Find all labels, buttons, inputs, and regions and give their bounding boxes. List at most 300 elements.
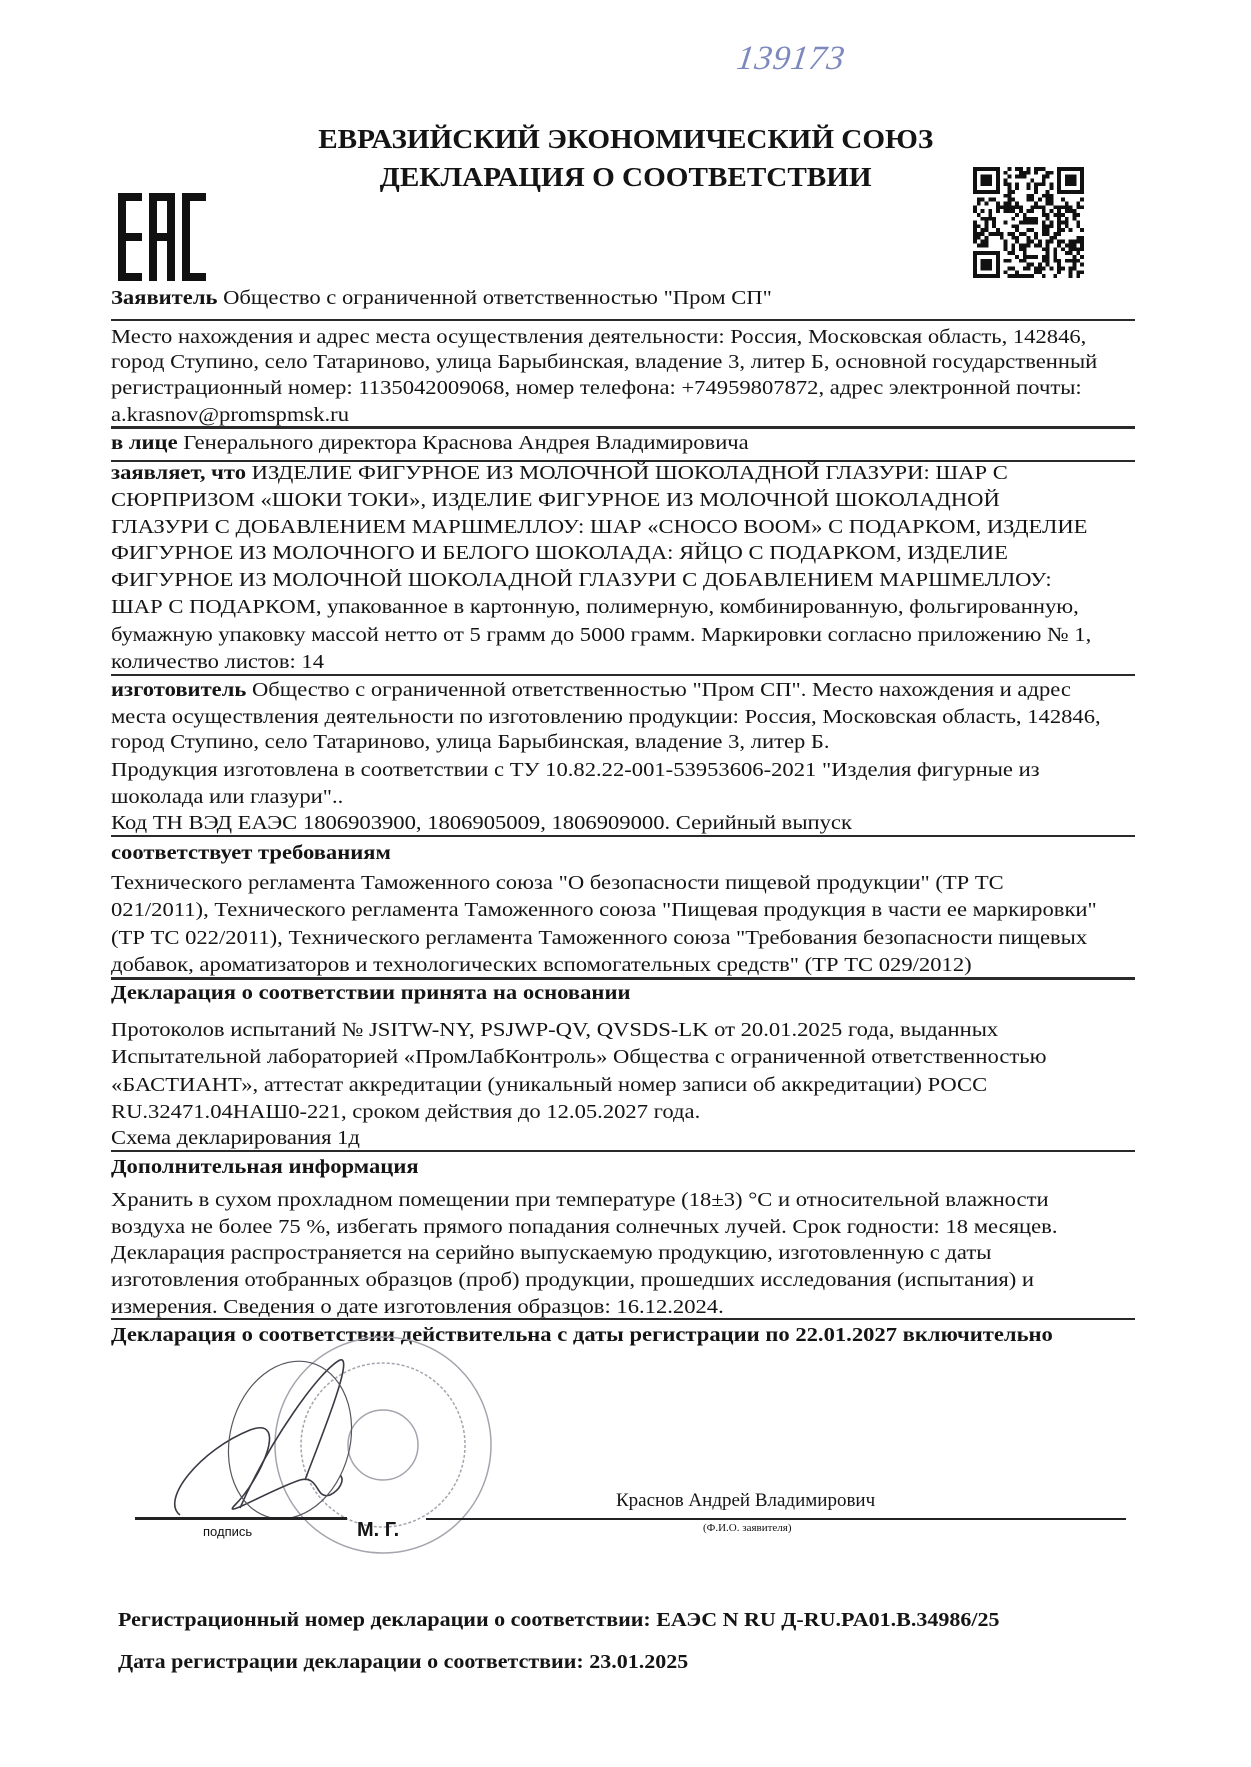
qr-module xyxy=(1004,171,1008,175)
manufacturer-text: Общество с ограниченной ответственностью "Пром СП". Место нахождения и адрес xyxy=(246,679,1071,701)
qr-module xyxy=(1038,182,1042,186)
qr-module xyxy=(973,178,977,182)
qr-module xyxy=(996,171,1000,175)
qr-module xyxy=(1007,175,1011,179)
qr-module xyxy=(988,232,992,236)
qr-module xyxy=(1011,190,1015,194)
additional-line: воздуха не более 75 %, избегать прямого попадания солнечных лучей. Срок годности: 18 месяцев. xyxy=(111,1216,1058,1238)
qr-module xyxy=(1057,171,1061,175)
qr-module xyxy=(1065,209,1069,213)
qr-module xyxy=(1027,182,1031,186)
qr-module xyxy=(1034,270,1038,274)
qr-module xyxy=(1073,213,1077,217)
qr-module xyxy=(1065,175,1069,179)
qr-module xyxy=(1011,244,1015,248)
qr-module xyxy=(1076,213,1080,217)
qr-module xyxy=(1076,205,1080,209)
additional-line: изготовления отобранных образцов (проб) продукции, прошедших исследования (испытания) и xyxy=(111,1269,1034,1291)
qr-module xyxy=(1042,167,1046,171)
qr-module xyxy=(1053,259,1057,263)
qr-module xyxy=(992,167,996,171)
qr-module xyxy=(996,209,1000,213)
qr-module xyxy=(1057,221,1061,225)
qr-module xyxy=(1050,240,1054,244)
qr-module xyxy=(1073,190,1077,194)
manufacturer-line: город Ступино, село Татариново, улица Барыбинская, владение 3, литер Б. xyxy=(111,731,830,753)
qr-module xyxy=(1034,171,1038,175)
qr-module xyxy=(1023,171,1027,175)
qr-module xyxy=(1023,232,1027,236)
qr-module xyxy=(1030,255,1034,259)
qr-module xyxy=(1011,205,1015,209)
qr-module xyxy=(1038,244,1042,248)
qr-module xyxy=(992,224,996,228)
qr-module xyxy=(1027,167,1031,171)
qr-module xyxy=(1042,209,1046,213)
qr-module xyxy=(1042,182,1046,186)
qr-module xyxy=(981,198,985,202)
qr-module xyxy=(1080,178,1084,182)
qr-module xyxy=(1053,213,1057,217)
qr-module xyxy=(1057,263,1061,267)
qr-module xyxy=(984,221,988,225)
qr-module xyxy=(1027,267,1031,271)
qr-module xyxy=(1076,221,1080,225)
qr-module xyxy=(1007,274,1011,278)
declares-label: заявляет, что xyxy=(111,462,247,484)
qr-module xyxy=(1057,213,1061,217)
qr-module xyxy=(1027,240,1031,244)
qr-module xyxy=(1073,167,1077,171)
qr-module xyxy=(1023,244,1027,248)
qr-module xyxy=(1019,221,1023,225)
applicant-label: Заявитель xyxy=(111,287,218,309)
signature-caption: подпись xyxy=(203,1524,253,1539)
signer-name: Краснов Андрей Владимирович xyxy=(616,1490,876,1511)
qr-module xyxy=(1038,267,1042,271)
qr-module xyxy=(1015,255,1019,259)
qr-module xyxy=(1076,259,1080,263)
qr-module xyxy=(1057,240,1061,244)
qr-module xyxy=(1050,209,1054,213)
qr-module xyxy=(1007,182,1011,186)
basis-line: Испытательной лабораторией «ПромЛабКонтроль» Общества с ограниченной ответственностью xyxy=(111,1046,1047,1068)
qr-module xyxy=(1030,178,1034,182)
qr-module xyxy=(1023,175,1027,179)
qr-module xyxy=(1011,251,1015,255)
qr-module xyxy=(977,190,981,194)
qr-module xyxy=(1069,190,1073,194)
qr-module xyxy=(1057,175,1061,179)
qr-module xyxy=(1027,171,1031,175)
qr-module xyxy=(1004,182,1008,186)
qr-module xyxy=(996,167,1000,171)
qr-module xyxy=(1065,251,1069,255)
qr-module xyxy=(1046,255,1050,259)
qr-module xyxy=(1046,263,1050,267)
qr-module xyxy=(1046,228,1050,232)
requirements-line: Технического регламента Таможенного союза "О безопасности пищевой продукции" (ТР ТС xyxy=(111,872,1004,894)
requirements-line: 021/2011), Технического регламента Таможенного союза "Пищевая продукция в части ее маркировки" xyxy=(111,899,1097,921)
qr-module xyxy=(973,236,977,240)
qr-module xyxy=(1073,263,1077,267)
qr-module xyxy=(1080,171,1084,175)
qr-module xyxy=(1050,201,1054,205)
qr-module xyxy=(1004,209,1008,213)
qr-module xyxy=(1065,244,1069,248)
qr-module xyxy=(973,190,977,194)
qr-module xyxy=(1007,167,1011,171)
qr-module xyxy=(1065,201,1069,205)
qr-module xyxy=(1000,205,1004,209)
qr-module xyxy=(981,178,985,182)
qr-module xyxy=(1004,259,1008,263)
qr-module xyxy=(1050,267,1054,271)
qr-module xyxy=(1065,167,1069,171)
divider xyxy=(111,674,1135,676)
address-line: регистрационный номер: 1135042009068, номер телефона: +74959807872, адрес электронной почты: xyxy=(111,377,1082,399)
qr-module xyxy=(996,205,1000,209)
basis-line: RU.32471.04НАШ0-221, сроком действия до 12.05.2027 года. xyxy=(111,1101,701,1123)
qr-module xyxy=(1069,274,1073,278)
qr-module xyxy=(988,274,992,278)
qr-module xyxy=(1007,267,1011,271)
qr-module xyxy=(1015,167,1019,171)
qr-module xyxy=(1015,236,1019,240)
requirements-line: (ТР ТС 022/2011), Технического регламента Таможенного союза "Требования безопасности пищевых xyxy=(111,927,1088,949)
applicant-line xyxy=(111,285,772,311)
qr-module xyxy=(984,236,988,240)
qr-module xyxy=(1004,240,1008,244)
declares-line xyxy=(111,460,1008,486)
qr-module xyxy=(1034,186,1038,190)
qr-module xyxy=(1057,178,1061,182)
qr-module xyxy=(1007,186,1011,190)
qr-module xyxy=(1057,244,1061,248)
qr-module xyxy=(1076,190,1080,194)
qr-module xyxy=(1015,228,1019,232)
qr-module xyxy=(1030,263,1034,267)
declares-text: ИЗДЕЛИЕ ФИГУРНОЕ ИЗ МОЛОЧНОЙ ШОКОЛАДНОЙ ГЛАЗУРИ: ШАР С xyxy=(246,462,1008,484)
qr-module xyxy=(977,244,981,248)
qr-module xyxy=(1015,213,1019,217)
qr-module xyxy=(1061,240,1065,244)
qr-module xyxy=(1046,244,1050,248)
qr-module xyxy=(1080,270,1084,274)
handwritten-document-number: 139173 xyxy=(734,40,848,77)
qr-module xyxy=(1076,240,1080,244)
qr-module xyxy=(1007,205,1011,209)
qr-module xyxy=(1042,221,1046,225)
qr-module xyxy=(977,251,981,255)
divider xyxy=(111,1150,1135,1152)
title-union-text: ЕВРАЗИЙСКИЙ ЭКОНОМИЧЕСКИЙ СОЮЗ xyxy=(317,124,934,154)
additional-line: измерения. Сведения о дате изготовления образцов: 16.12.2024. xyxy=(111,1296,724,1318)
qr-module xyxy=(1050,186,1054,190)
qr-module xyxy=(1011,247,1015,251)
qr-module xyxy=(1065,259,1069,263)
qr-module xyxy=(1080,186,1084,190)
qr-module xyxy=(1038,198,1042,202)
qr-module xyxy=(1050,221,1054,225)
declares-line: ФИГУРНОЕ ИЗ МОЛОЧНОГО И БЕЛОГО ШОКОЛАДА: ЯЙЦО С ПОДАРКОМ, ИЗДЕЛИЕ xyxy=(111,542,1008,564)
qr-module xyxy=(988,198,992,202)
qr-module xyxy=(1080,255,1084,259)
qr-module xyxy=(1023,247,1027,251)
qr-module xyxy=(1042,267,1046,271)
qr-module xyxy=(1015,224,1019,228)
qr-module xyxy=(1061,267,1065,271)
qr-module xyxy=(1034,244,1038,248)
qr-module xyxy=(1011,232,1015,236)
qr-module xyxy=(977,224,981,228)
qr-module xyxy=(1015,182,1019,186)
qr-module xyxy=(973,228,977,232)
qr-module xyxy=(1023,255,1027,259)
qr-module xyxy=(1069,259,1073,263)
qr-module xyxy=(1050,198,1054,202)
qr-module xyxy=(1027,209,1031,213)
qr-module xyxy=(977,236,981,240)
qr-module xyxy=(973,209,977,213)
qr-module xyxy=(1015,175,1019,179)
qr-module xyxy=(1034,232,1038,236)
registration-number: Регистрационный номер декларации о соответствии: ЕАЭС N RU Д-RU.PA01.B.34986/25 xyxy=(118,1609,1000,1631)
qr-module xyxy=(1019,205,1023,209)
qr-module xyxy=(1015,270,1019,274)
qr-module xyxy=(1065,182,1069,186)
qr-module xyxy=(1069,251,1073,255)
qr-module xyxy=(1027,244,1031,248)
qr-module xyxy=(1080,263,1084,267)
qr-module xyxy=(977,274,981,278)
qr-module xyxy=(973,224,977,228)
qr-module xyxy=(1019,247,1023,251)
qr-module xyxy=(1053,274,1057,278)
qr-module xyxy=(1042,247,1046,251)
qr-module xyxy=(1069,247,1073,251)
divider xyxy=(111,426,1135,429)
qr-module xyxy=(1069,167,1073,171)
qr-module xyxy=(1065,221,1069,225)
qr-module xyxy=(1038,167,1042,171)
qr-module xyxy=(984,274,988,278)
qr-module xyxy=(1019,259,1023,263)
qr-module xyxy=(973,167,977,171)
qr-module xyxy=(1080,236,1084,240)
qr-module xyxy=(981,228,985,232)
qr-module xyxy=(973,240,977,244)
representative-value: Генерального директора Краснова Андрея Владимировича xyxy=(177,432,749,454)
qr-module xyxy=(984,167,988,171)
qr-module xyxy=(1030,217,1034,221)
qr-module xyxy=(996,175,1000,179)
qr-module xyxy=(981,175,985,179)
qr-module xyxy=(1065,217,1069,221)
qr-module xyxy=(1000,232,1004,236)
qr-module xyxy=(1057,217,1061,221)
additional-line: Декларация распространяется на серийно выпускаемую продукцию, изготовленную с даты xyxy=(111,1242,992,1264)
name-caption: (Ф.И.О. заявителя) xyxy=(703,1522,792,1534)
qr-module xyxy=(1027,236,1031,240)
qr-module xyxy=(984,263,988,267)
qr-module xyxy=(992,232,996,236)
qr-module xyxy=(1065,178,1069,182)
qr-module xyxy=(1057,190,1061,194)
qr-module xyxy=(1069,240,1073,244)
qr-module xyxy=(988,267,992,271)
qr-module xyxy=(1069,178,1073,182)
qr-module xyxy=(1023,217,1027,221)
qr-module xyxy=(1061,228,1065,232)
qr-module xyxy=(1046,194,1050,198)
declares-line: ШАР С ПОДАРКОМ, упакованное в картонную, полимерную, комбинированную, фольгированную, xyxy=(111,596,1079,618)
qr-module xyxy=(981,217,985,221)
qr-module xyxy=(1076,247,1080,251)
qr-module xyxy=(1061,221,1065,225)
qr-module xyxy=(984,217,988,221)
additional-heading: Дополнительная информация xyxy=(111,1156,419,1178)
qr-module xyxy=(1042,224,1046,228)
qr-module xyxy=(973,270,977,274)
qr-module xyxy=(1027,263,1031,267)
qr-module xyxy=(1007,232,1011,236)
qr-module xyxy=(984,251,988,255)
qr-module xyxy=(1080,190,1084,194)
qr-module xyxy=(973,232,977,236)
qr-module xyxy=(1042,178,1046,182)
declares-line: ГЛАЗУРИ С ДОБАВЛЕНИЕМ МАРШМЕЛЛОУ: ШАР «CHOCO BOOM» С ПОДАРКОМ, ИЗДЕЛИЕ xyxy=(111,516,1088,538)
qr-module xyxy=(1065,205,1069,209)
qr-module xyxy=(1069,209,1073,213)
qr-module xyxy=(1061,213,1065,217)
qr-module xyxy=(1073,182,1077,186)
seal-caption: М. Г. xyxy=(357,1519,400,1541)
qr-module xyxy=(996,182,1000,186)
qr-module xyxy=(988,209,992,213)
qr-module xyxy=(1023,259,1027,263)
qr-module xyxy=(1046,198,1050,202)
qr-module xyxy=(1034,221,1038,225)
qr-module xyxy=(1019,167,1023,171)
qr-module xyxy=(1023,251,1027,255)
qr-module xyxy=(1073,255,1077,259)
qr-module xyxy=(1073,178,1077,182)
qr-module xyxy=(1042,228,1046,232)
qr-module xyxy=(1046,213,1050,217)
qr-module xyxy=(1061,167,1065,171)
qr-module xyxy=(992,217,996,221)
qr-module xyxy=(981,232,985,236)
qr-module xyxy=(1023,221,1027,225)
qr-module xyxy=(984,224,988,228)
qr-module xyxy=(1061,205,1065,209)
qr-module xyxy=(1069,228,1073,232)
qr-module xyxy=(1023,267,1027,271)
manufacturer-line xyxy=(111,677,1071,703)
qr-module xyxy=(1073,240,1077,244)
qr-module xyxy=(1042,255,1046,259)
qr-module xyxy=(984,201,988,205)
qr-module xyxy=(1019,274,1023,278)
qr-module xyxy=(1034,205,1038,209)
qr-module xyxy=(988,213,992,217)
qr-module xyxy=(1011,209,1015,213)
qr-module xyxy=(1053,247,1057,251)
qr-module xyxy=(1080,240,1084,244)
title-declaration-text: ДЕКЛАРАЦИЯ О СООТВЕТСТВИИ xyxy=(379,162,872,192)
qr-module xyxy=(973,274,977,278)
qr-module xyxy=(996,232,1000,236)
qr-module xyxy=(1034,255,1038,259)
qr-module xyxy=(984,175,988,179)
qr-module xyxy=(1080,198,1084,202)
qr-module xyxy=(1038,270,1042,274)
qr-module xyxy=(1004,244,1008,248)
manufacturer-label: изготовитель xyxy=(111,679,247,701)
divider xyxy=(111,1318,1135,1320)
qr-module xyxy=(1053,236,1057,240)
representative-line xyxy=(111,430,749,456)
representative-label: в лице xyxy=(111,432,178,454)
qr-module xyxy=(1061,190,1065,194)
qr-module xyxy=(1034,190,1038,194)
qr-module xyxy=(996,274,1000,278)
qr-module xyxy=(1069,175,1073,179)
qr-module xyxy=(992,221,996,225)
manufacturer-line: Продукция изготовлена в соответствии с ТУ 10.82.22-001-53953606-2021 "Изделия фигурные из xyxy=(111,759,1040,781)
qr-module xyxy=(1030,198,1034,202)
qr-module xyxy=(1057,209,1061,213)
qr-module xyxy=(1034,182,1038,186)
qr-module xyxy=(996,259,1000,263)
qr-module xyxy=(977,198,981,202)
qr-module xyxy=(1015,274,1019,278)
qr-module xyxy=(1007,198,1011,202)
address-email: a.krasnov@promspmsk.ru xyxy=(111,404,350,426)
qr-module xyxy=(1050,171,1054,175)
qr-module xyxy=(1004,201,1008,205)
qr-module xyxy=(1080,182,1084,186)
qr-module xyxy=(1000,236,1004,240)
qr-module xyxy=(981,267,985,271)
qr-module xyxy=(1046,251,1050,255)
qr-module xyxy=(1004,194,1008,198)
qr-module xyxy=(996,255,1000,259)
qr-module xyxy=(1076,201,1080,205)
qr-module xyxy=(1004,270,1008,274)
qr-module xyxy=(996,201,1000,205)
qr-module xyxy=(1057,167,1061,171)
qr-module xyxy=(1080,228,1084,232)
qr-module xyxy=(1015,201,1019,205)
qr-module xyxy=(984,267,988,271)
qr-module xyxy=(1034,236,1038,240)
qr-module xyxy=(984,259,988,263)
qr-module xyxy=(1004,221,1008,225)
qr-module xyxy=(1080,247,1084,251)
qr-module xyxy=(1073,244,1077,248)
qr-module xyxy=(992,274,996,278)
qr-module xyxy=(973,267,977,271)
qr-module xyxy=(984,240,988,244)
seal-stamp xyxy=(140,1330,520,1560)
qr-module xyxy=(977,201,981,205)
qr-module xyxy=(1080,205,1084,209)
qr-module xyxy=(981,274,985,278)
qr-module xyxy=(1080,244,1084,248)
qr-module xyxy=(1019,232,1023,236)
